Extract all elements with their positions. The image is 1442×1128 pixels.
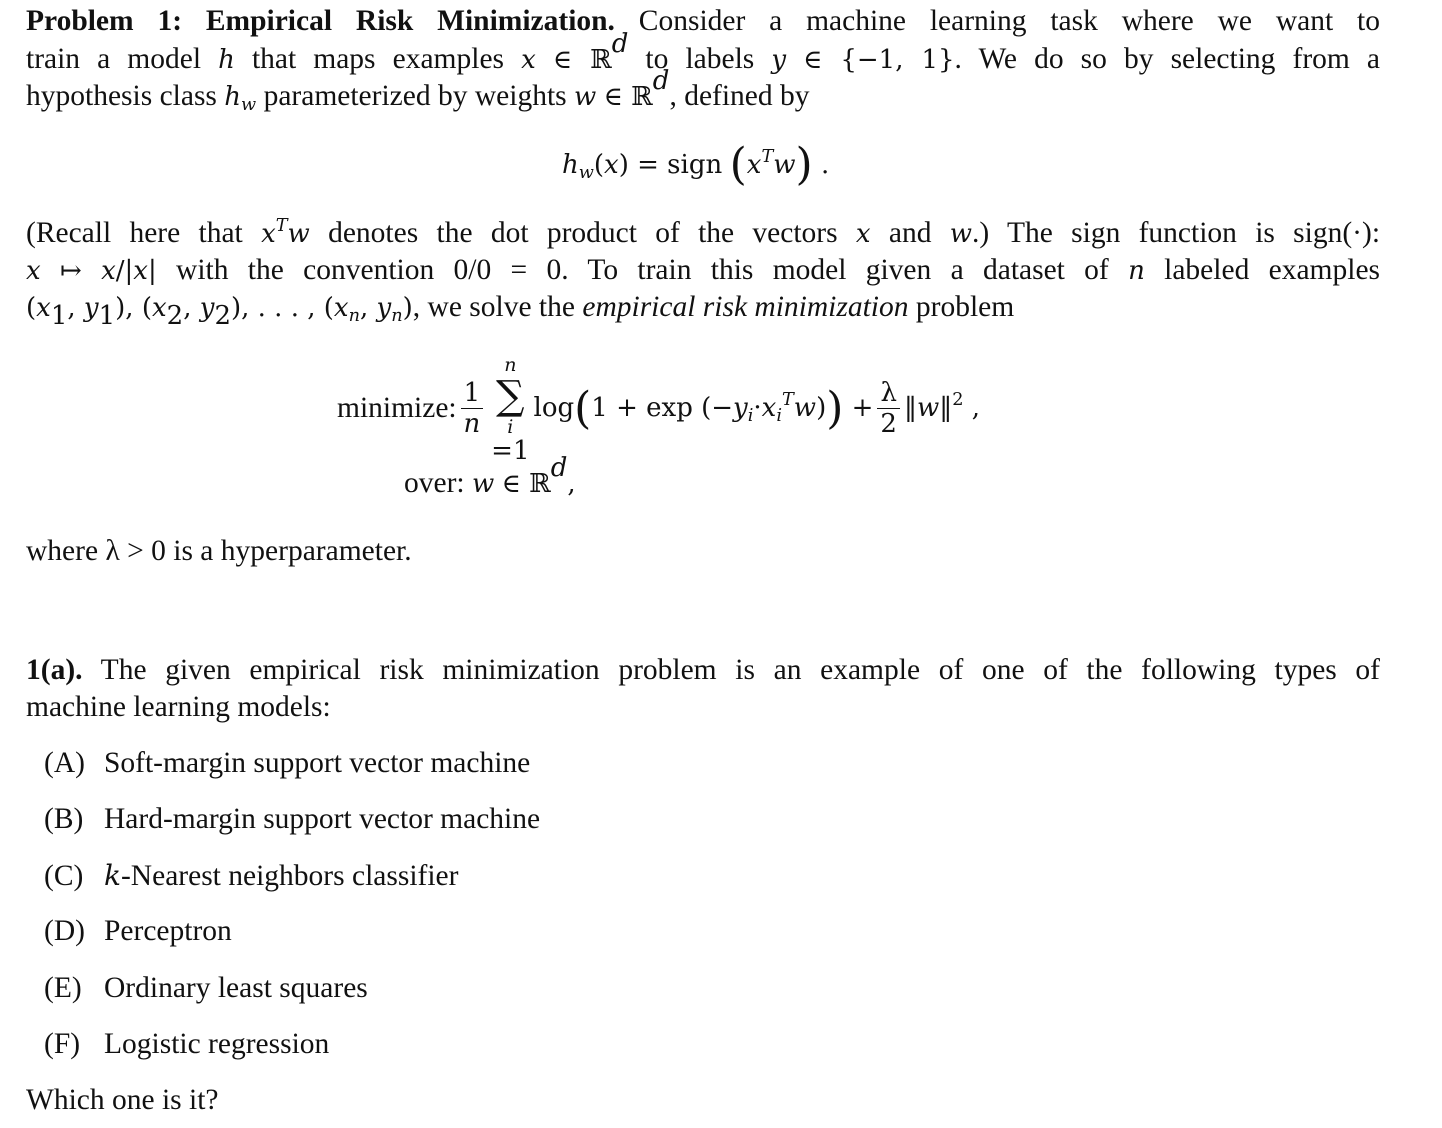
option-letter: (A) [44,747,85,779]
option-letter: (F) [44,1028,81,1060]
intro-text: Consider a machine learning task where we want to [638,5,1380,37]
option-text: Logistic regression [104,1028,330,1060]
problem-title: Problem 1: Empirical Risk Minimization. [26,5,615,37]
objective-equation: minimize: $\frac{1}{n}$ n ∑ i =1 log ( 1 + exp (− $y_i$ · $x_i^Tw$ ) ) + $\frac{\lambda}{2}$ ‖ w ‖$^2$ , [337,354,980,466]
recall-line-3: ($x_1$, $y_1$), ($x_2$, $y_2$), . . . , ($x_n$, $y_n$), we solve the empirical risk minimization problem [26,291,1015,331]
intro-line-2: train a model h that maps examples x ∈ ℝ$^d$ to labels y ∈ {−1, 1}. We do so by selecting from a [26,29,1381,75]
option-d[interactable] [44,913,232,950]
question-line-1: 1(a). The given empirical risk minimization problem is an example of one of the following types of [26,654,1381,686]
option-text: Hard-margin support vector machine [104,803,541,835]
hyperparameter-note: where λ > 0 is a hyperparameter. [26,535,412,567]
hypothesis-equation: $h_w(x)$ = sign $(x^Tw)$ . [562,139,830,190]
option-a[interactable] [44,745,530,782]
option-f[interactable] [44,1026,329,1063]
option-c[interactable]: (C) k-Nearest neighbors classifier [44,857,458,895]
option-letter: (B) [44,803,84,835]
option-e[interactable] [44,970,368,1007]
option-letter: (D) [44,915,85,947]
option-letter: (E) [44,972,82,1004]
question-label: 1(a). [26,654,83,686]
minimize-label: minimize: [337,391,457,424]
option-text: -Nearest neighbors classifier [120,860,459,892]
intro-line-3: hypothesis class $h_w$ parameterized by weights w ∈ ℝ$^d$, defined by [26,66,810,116]
option-b[interactable] [44,801,540,838]
option-text: Perceptron [104,915,232,947]
problem-heading-line [26,3,1380,40]
over-label: over: [404,467,465,499]
option-letter: (C) [44,860,84,892]
recall-line-1: (Recall here that $x^Tw$ denotes the dot product of the vectors x and w.) The sign function is sign(·): [26,216,1381,249]
question-prompt: Which one is it? [26,1084,219,1116]
constraint-equation: over: w ∈ ℝ$^d$, [404,453,576,499]
option-text: Ordinary least squares [104,972,368,1004]
option-text: Soft-margin support vector machine [104,747,531,779]
recall-line-2: x ↦ x/|x| with the convention 0/0 = 0. To train this model given a dataset of n labeled examples [26,254,1381,286]
question-line-2: machine learning models: [26,691,331,723]
